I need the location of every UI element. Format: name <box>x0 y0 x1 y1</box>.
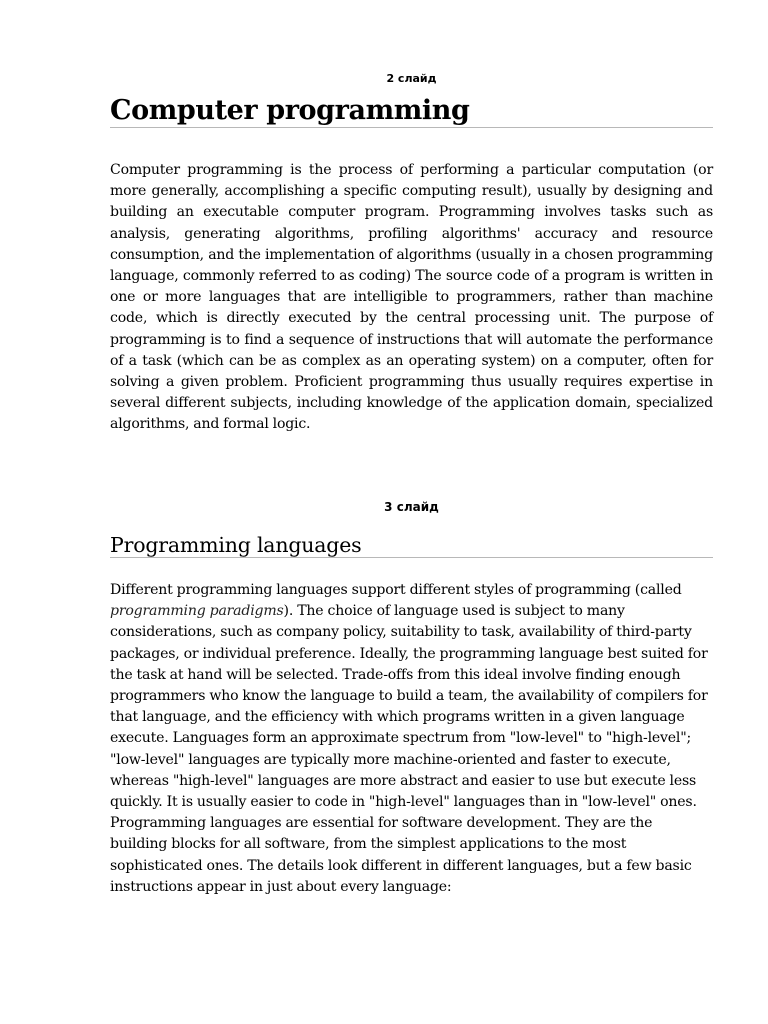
section-paragraph-computer-programming: Computer programming is the process of performing a particular computation (or more generally, accomplishing a specific computing result), usually by designing and building an executable computer program. Programming involves tasks such as analysis, generating algorithms, profiling algorithms' accuracy and resource consumption, and the implementation of algorithms (usually in a chosen programming language, commonly referred to as coding) The source code of a program is written in one or more languages that are intelligible to programmers, rather than machine code, which is directly executed by the central processing unit. The purpose of programming is to find a sequence of instructions that will automate the performance of a task (which can be as complex as an operating system) on a computer, often for solving a given problem. Proficient programming thus usually requires expertise in several different subjects, including knowledge of the application domain, specialized algorithms, and formal logic. <box>110 162 713 433</box>
paragraph-text-rest: ). The choice of language used is subject to many considerations, such as company policy, suitability to task, availability of third-party packages, or individual preference. Ideally, the programming language best suited for the task at hand will be selected. Trade-offs from this ideal involve finding enough programmers who know the language to build a team, the availability of compilers for that language, and the efficiency with which programs written in a given language execute. Languages form an approximate spectrum from "low-level" to "high-level"; "low-level" languages are typically more machine-oriented and faster to execute, whereas "high-level" languages are more abstract and easier to use but execute less quickly. It is usually easier to code in "high-level" languages than in "low-level" ones. Programming languages are essential for software development. They are the building blocks for all software, from the simplest applications to the most sophisticated ones. The details look different in different languages, but a few basic instructions appear in just about every language: <box>110 603 708 895</box>
slide-label-2: 2 слайд <box>386 72 437 85</box>
paragraph-text-start: Different programming languages support different styles of programming (called <box>110 582 682 598</box>
section-paragraph-programming-languages <box>110 580 713 898</box>
section-heading-programming-languages: Programming languages <box>110 531 713 558</box>
section-heading-computer-programming: Computer programming <box>110 93 713 128</box>
programming-paradigms-link[interactable]: programming paradigms <box>110 603 284 620</box>
slide-label-3: 3 слайд <box>384 500 439 514</box>
